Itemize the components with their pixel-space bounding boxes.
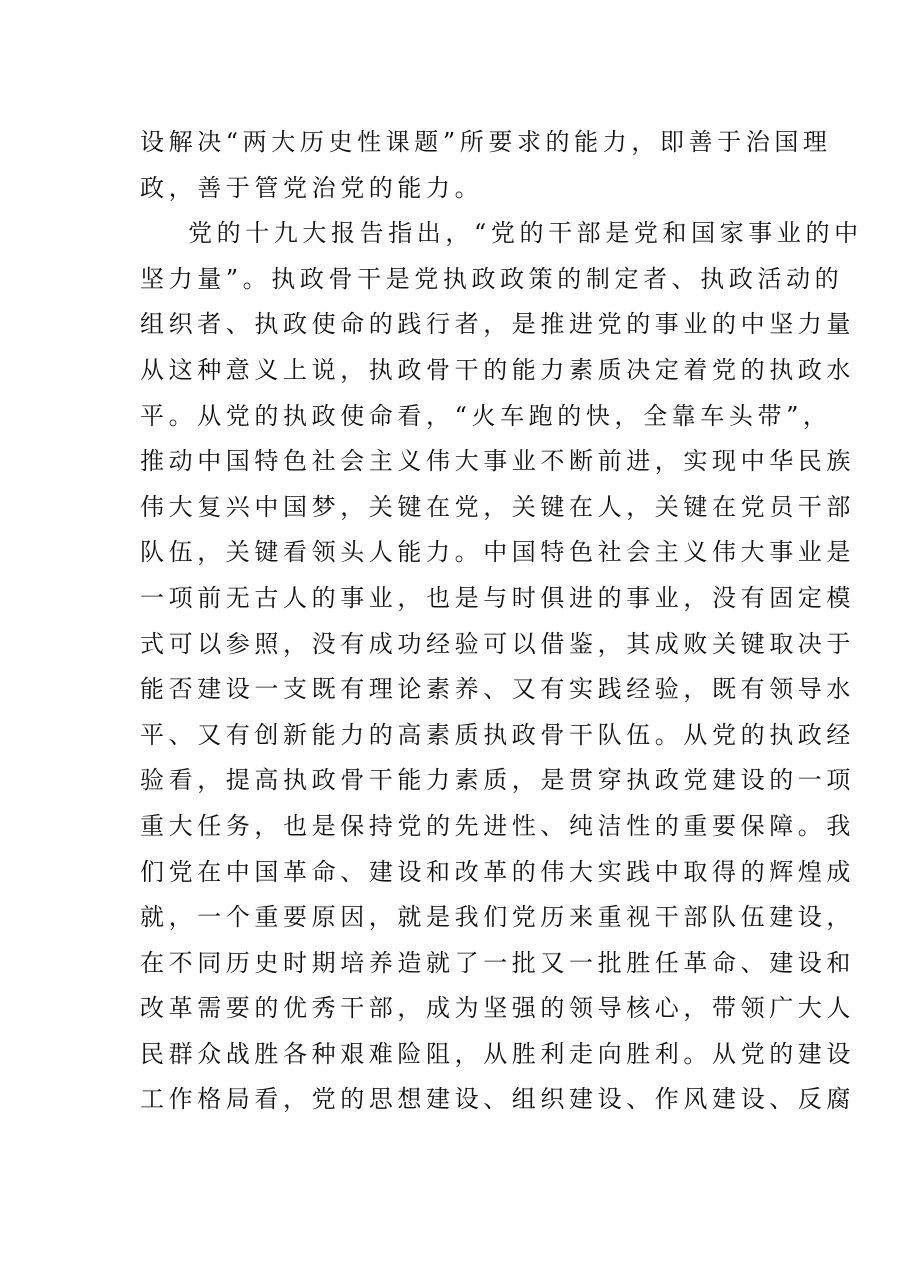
text-line: 能否建设一支既有理论素养、又有实践经验，既有领导水 [140, 675, 855, 704]
text-line: 改革需要的优秀干部，成为坚强的领导核心，带领广大人 [140, 994, 855, 1023]
text-line: 政，善于管党治党的能力。 [140, 173, 484, 202]
body-text [140, 120, 863, 1123]
text-line: 民群众战胜各种艰难险阻，从胜利走向胜利。从党的建设 [140, 1039, 855, 1068]
text-line: 从这种意义上说，执政骨干的能力素质决定着党的执政水 [140, 355, 855, 384]
text-line: 平。从党的执政使命看，“火车跑的快，全靠车头带”， [140, 401, 832, 430]
text-line: 式可以参照，没有成功经验可以借鉴，其成败关键取决于 [140, 629, 855, 658]
text-line: 就，一个重要原因，就是我们党历来重视干部队伍建设， [140, 903, 855, 932]
text-line: 一项前无古人的事业，也是与时俱进的事业，没有固定模 [140, 583, 855, 612]
text-line: 组织者、执政使命的践行者，是推进党的事业的中坚力量 [140, 310, 855, 339]
text-line: 设解决“两大历史性课题”所要求的能力，即善于治国理 [140, 128, 832, 156]
text-line: 平、又有创新能力的高素质执政骨干队伍。从党的执政经 [140, 720, 855, 749]
text-line: 伟大复兴中国梦，关键在党，关键在人，关键在党员干部 [140, 492, 855, 521]
text-line: 在不同历史时期培养造就了一批又一批胜任革命、建设和 [140, 948, 855, 977]
text-line: 队伍，关键看领头人能力。中国特色社会主义伟大事业是 [140, 538, 855, 567]
text-line: 重大任务，也是保持党的先进性、纯洁性的重要保障。我 [140, 811, 855, 840]
text-line: 坚力量”。执政骨干是党执政政策的制定者、执政活动的 [140, 264, 844, 293]
text-line: 推动中国特色社会主义伟大事业不断前进，实现中华民族 [140, 447, 855, 476]
paragraph-first-line: 党的十九大报告指出，“党的干部是党和国家事业的中 [188, 219, 863, 248]
text-line: 验看，提高执政骨干能力素质，是贯穿执政党建设的一项 [140, 766, 855, 795]
text-line: 工作格局看，党的思想建设、组织建设、作风建设、反腐 [140, 1085, 855, 1114]
text-line: 们党在中国革命、建设和改革的伟大实践中取得的辉煌成 [140, 857, 855, 886]
